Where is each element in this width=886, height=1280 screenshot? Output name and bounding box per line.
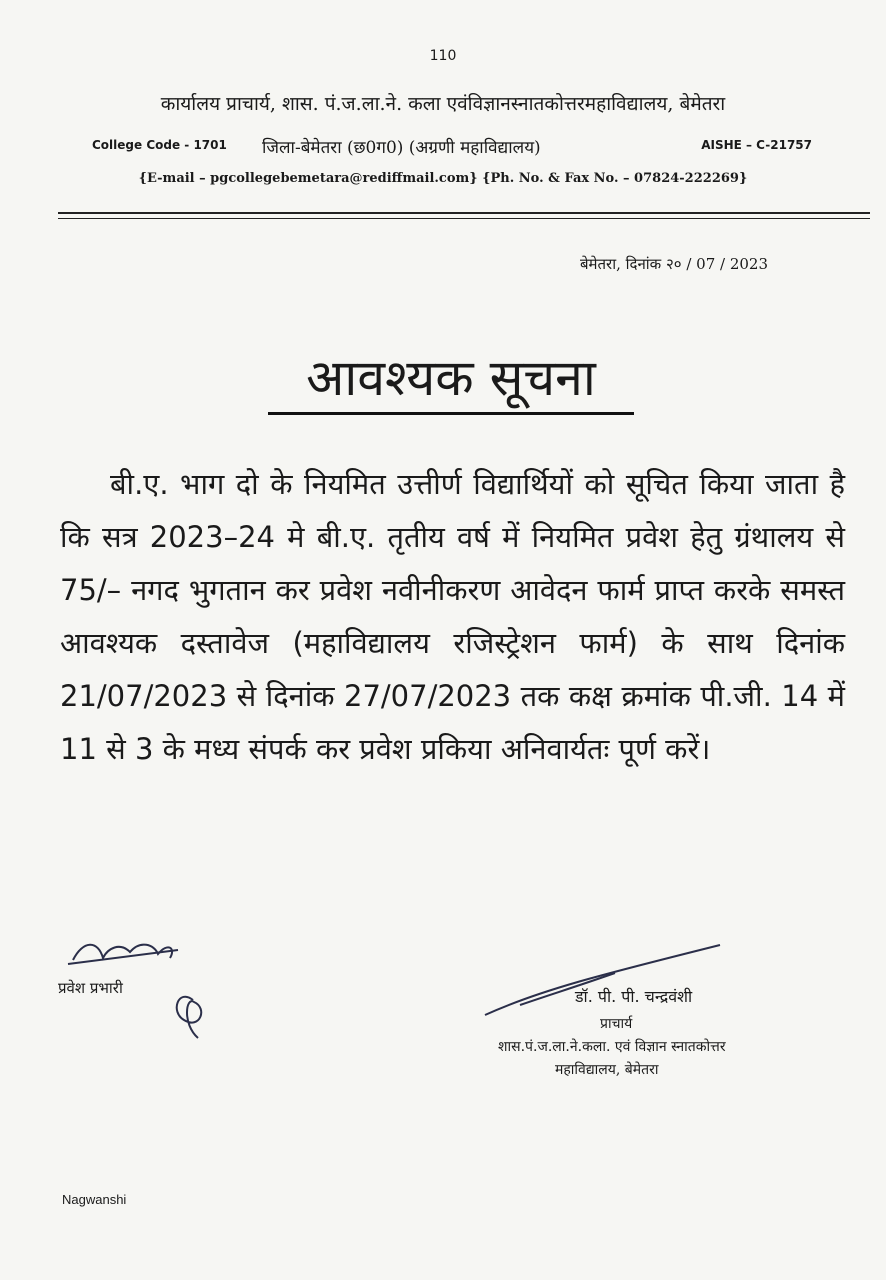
notice-body: बी.ए. भाग दो के नियमित उत्तीर्ण विद्यार्थियों को सूचित किया जाता है कि सत्र 2023–24 मे बी.ए. तृतीय वर्ष में नियमित प्रवेश हेतु ग्रंथालय से 75/– नगद भुगतान कर प्रवेश नवीनीकरण आवेदन फार्म प्राप्त करके समस्त आवश्यक दस्तावेज (महाविद्यालय रजिस्ट्रेशन फार्म) के साथ दिनांक 21/07/2023 से दिनांक 27/07/2023 तक कक्ष क्रमांक पी.जी. 14 में 11 से 3 के मध्य संपर्क कर प्रवेश प्रकिया अनिवार्यतः पूर्ण करें। — [60, 467, 845, 766]
principal-place: महाविद्यालय, बेमेतरा — [555, 1062, 659, 1078]
contact-line: {E-mail – pgcollegebemetara@rediffmail.com} {Ph. No. & Fax No. – 07824-222269} — [138, 171, 748, 186]
district-line: जिला-बेमेतरा (छ0ग0) (अग्रणी महाविद्यालय) — [262, 138, 541, 158]
header-rule-thin — [58, 218, 870, 219]
header-rule-thick — [58, 212, 870, 214]
principal-name: डॉ. पी. पी. चन्द्रवंशी — [575, 987, 693, 1006]
principal-title: प्राचार्य — [600, 1016, 633, 1032]
page-number: 110 — [429, 48, 457, 64]
college-code-row — [92, 138, 812, 162]
notice-title: आवश्यक सूचना — [268, 342, 634, 415]
college-code: College Code - 1701 — [92, 138, 227, 152]
principal-college: शास.पं.ज.ला.ने.कला. एवं विज्ञान स्नातकोत्तर — [498, 1039, 726, 1055]
footer-name: Nagwanshi — [62, 1192, 127, 1207]
admission-incharge-label: प्रवेश प्रभारी — [58, 979, 123, 997]
date-line: बेमेतरा, दिनांक २० / 07 / 2023 — [579, 255, 768, 273]
aishe-code: AISHE – C-21757 — [701, 138, 812, 152]
admission-incharge-signature — [58, 930, 238, 1070]
principal-signature — [480, 935, 740, 1025]
office-title: कार्यालय प्राचार्य, शास. पं.ज.ला.ने. कला एवंविज्ञानस्नातकोत्तरमहाविद्यालय, बेमेतरा — [160, 93, 726, 115]
